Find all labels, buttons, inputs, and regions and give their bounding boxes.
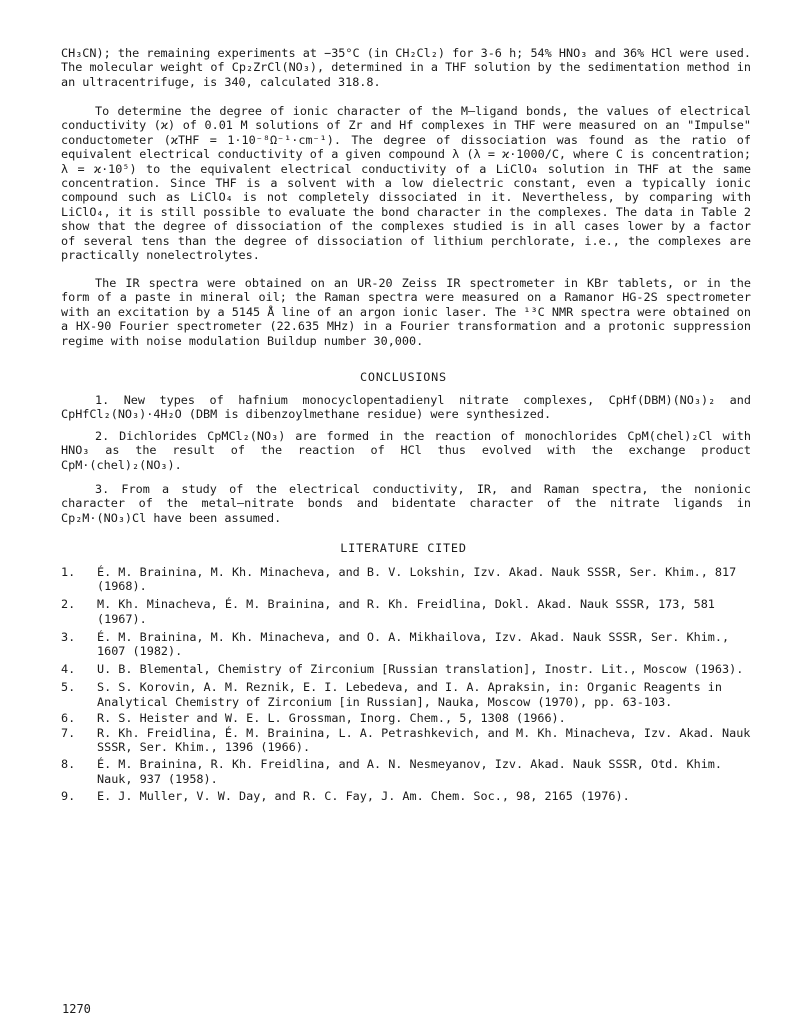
reference-item — [0, 662, 807, 676]
reference-text: E. J. Muller, V. W. Day, and R. C. Fay, J. Am. Chem. Soc., 98, 2165 (1976). — [97, 788, 630, 803]
conclusion-item-1: 1. New types of hafnium monocyclopentadienyl nitrate complexes, CpHf(DBM)(NO₃)₂ and CpHfCl₂(NO₃)·4H₂O (DBM is dibenzoylmethane residue) were synthesized. — [61, 393, 751, 422]
reference-number: 7. — [61, 726, 76, 741]
reference-number: 9. — [61, 788, 76, 803]
reference-number: 5. — [61, 680, 76, 695]
reference-text: É. M. Brainina, M. Kh. Minacheva, and B. V. Lokshin, Izv. Akad. Nauk SSSR, Ser. Khim., 817 (1968). — [97, 565, 737, 594]
reference-text: R. S. Heister and W. E. L. Grossman, Inorg. Chem., 5, 1308 (1966). — [97, 710, 566, 725]
reference-text: R. Kh. Freidlina, É. M. Brainina, L. A. Petrashkevich, and M. Kh. Minacheva, Izv. Akad. Nauk SSSR, Ser. Khim., 1396 (1966). — [97, 726, 751, 755]
reference-item — [0, 597, 807, 625]
reference-number: 4. — [61, 662, 76, 677]
paragraph-spectra: The IR spectra were obtained on an UR-20 Zeiss IR spectrometer in KBr tablets, or in the form of a paste in mineral oil; the Raman spectra were measured on a Ramanor HG-2S spectrometer with an excitation by a 5145 Å line of an argon ionic laser. The ¹³C NMR spectra were obtained on a HX-90 Fourier spectrometer (22.635 MHz) in a Fourier transformation and a protonic suppression regime with noise modulation Buildup number 30,000. — [61, 276, 751, 348]
reference-number: 2. — [61, 597, 76, 612]
conclusion-item-3: 3. From a study of the electrical conductivity, IR, and Raman spectra, the nonionic character of the metal—nitrate bonds and bidentate character of the nitrate ligands in Cp₂M·(NO₃)Cl have been assumed. — [61, 482, 751, 525]
conclusions-heading: CONCLUSIONS — [360, 370, 447, 384]
reference-text: S. S. Korovin, A. M. Reznik, E. I. Lebedeva, and I. A. Apraksin, in: Organic Reagents in Analytical Chemistry of Zirconium [in Russian], Nauka, Moscow (1970), pp. 63-103. — [97, 680, 723, 709]
conclusion-item-2: 2. Dichlorides CpMCl₂(NO₃) are formed in the reaction of monochlorides CpM(chel)₂Cl with HNO₃ as the result of the reaction of HCl thus evolved with the exchange product CpM·(chel)₂(NO₃). — [61, 429, 751, 472]
reference-number: 1. — [61, 565, 76, 579]
reference-number: 8. — [61, 757, 76, 772]
reference-text: U. B. Blemental, Chemistry of Zirconium [Russian translation], Inostr. Lit., Moscow (1963). — [97, 662, 744, 677]
reference-item — [0, 789, 807, 803]
reference-text: É. M. Brainina, M. Kh. Minacheva, and O. A. Mikhailova, Izv. Akad. Nauk SSSR, Ser. Khim., 1607 (1982). — [97, 629, 730, 659]
reference-number: 6. — [61, 710, 76, 725]
paragraph-conductivity: To determine the degree of ionic character of the M—ligand bonds, the values of electrical conductivity (ϰ) of 0.01 M solutions of Zr and Hf complexes in THF were measured on an "Impulse" conductometer (ϰTHF = 1·10⁻⁸Ω⁻¹·cm⁻¹). The degree of dissociation was found as the ratio of equivalent electrical conductivity of a given compound λ (λ = ϰ·1000/C, where C is concentration; λ = ϰ·10⁵) to the equivalent electrical conductivity of a LiClO₄ solution in THF at the same concentration. Since THF is a solvent with a low dielectric constant, even a typically ionic compound such as LiClO₄ is not completely dissociated in it. Nevertheless, by comparing with LiClO₄, it is still possible to evaluate the bond character in the complexes. The data in Table 2 show that the degree of dissociation of the complexes studied is in all cases lower by a factor of several tens than the degree of dissociation of lithium perchlorate, i.e., the complexes are practically nonelectrolytes. — [61, 104, 751, 263]
reference-item — [0, 565, 807, 593]
reference-text: É. M. Brainina, R. Kh. Freidlina, and A. N. Nesmeyanov, Izv. Akad. Nauk SSSR, Otd. Khim. Nauk, 937 (1958). — [97, 757, 723, 786]
reference-text: M. Kh. Minacheva, É. M. Brainina, and R. Kh. Freidlina, Dokl. Akad. Nauk SSSR, 173, 581 (1967). — [97, 597, 715, 626]
reference-item — [0, 726, 807, 754]
reference-number: 3. — [61, 629, 76, 644]
literature-cited-heading: LITERATURE CITED — [340, 541, 467, 555]
reference-item — [0, 680, 807, 708]
reference-list — [0, 565, 807, 803]
reference-item — [0, 630, 807, 658]
reference-item — [0, 711, 807, 725]
reference-item — [0, 757, 807, 785]
paragraph-experimental-end: CH₃CN); the remaining experiments at −35°C (in CH₂Cl₂) for 3-6 h; 54% HNO₃ and 36% HCl were used. The molecular weight of Cp₂ZrCl(NO₃), determined in a THF solution by the sedimentation method in an ultracentrifuge, is 340, calculated 318.8. — [61, 46, 751, 89]
page-number: 1270 — [62, 1002, 91, 1016]
